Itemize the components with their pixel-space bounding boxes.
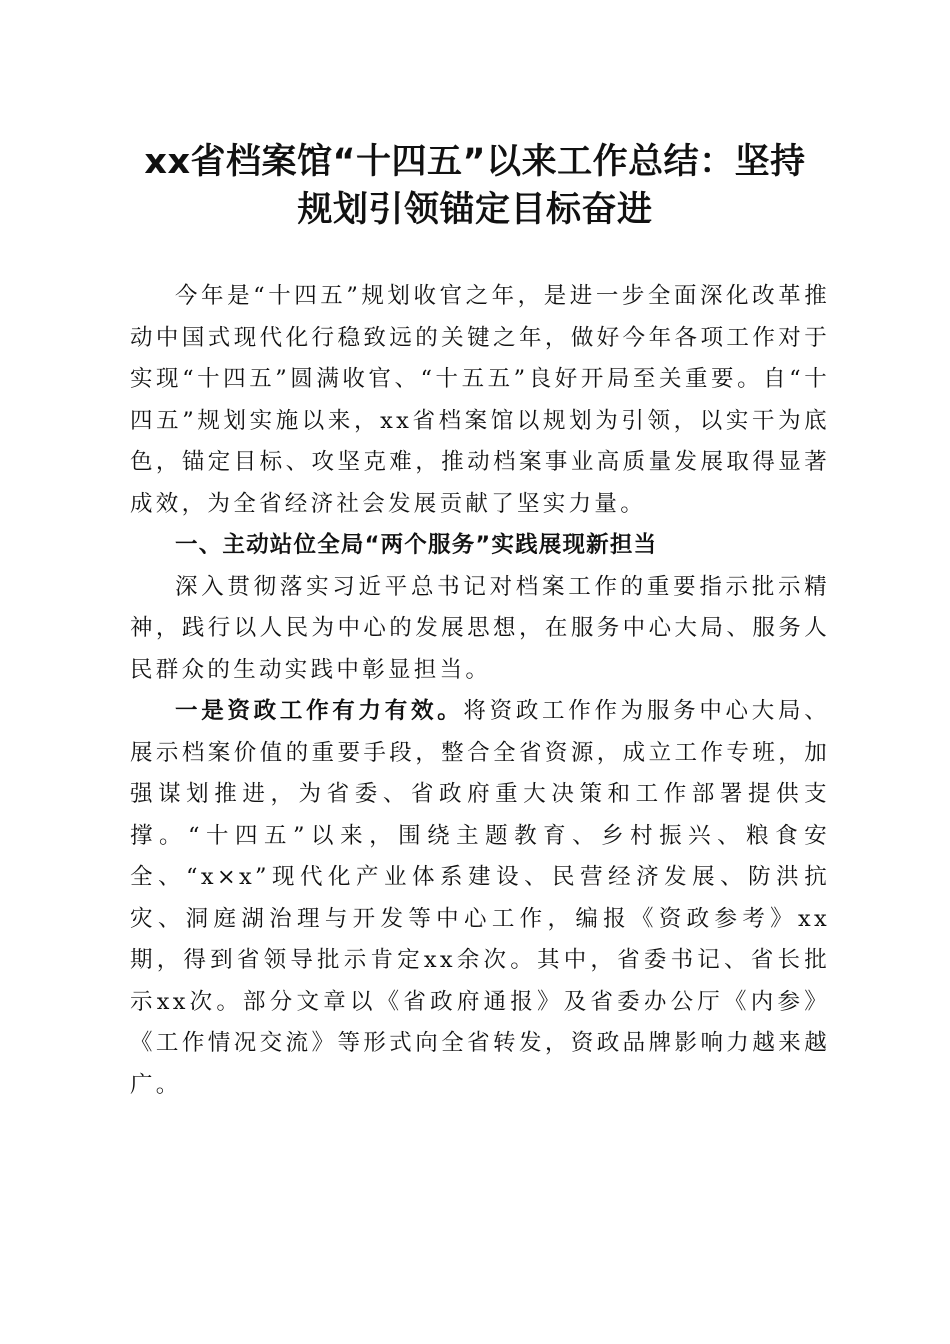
section-1-paragraph: 深入贯彻落实习近平总书记对档案工作的重要指示批示精神，践行以人民为中心的发展思想，在服务中心大局、服务人民群众的生动实践中彰显担当。 [130,573,830,683]
document-title [100,138,850,234]
title-line-2: 规划引领锚定目标奋进 [297,190,653,230]
point-1-paragraph [130,691,830,1106]
point-1-lead: 一是资政工作有力有效。 [175,698,464,724]
title-line-1: xx省档案馆“十四五”以来工作总结：坚持 [144,142,806,182]
intro-paragraph: 今年是“十四五”规划收官之年，是进一步全面深化改革推动中国式现代化行稳致远的关键之年，做好今年各项工作对于实现“十四五”圆满收官、“十五五”良好开局至关重要。自“十四五”规划实施以来，xx省档案馆以规划为引领，以实干为底色，锚定目标、攻坚克难，推动档案事业高质量发展取得显著成效，为全省经济社会发展贡献了坚实力量。 [130,283,830,517]
point-1-body: 将资政工作作为服务中心大局、展示档案价值的重要手段，整合全省资源，成立工作专班，加强谋划推进，为省委、省政府重大决策和工作部署提供支撑。“十四五”以来，围绕主题教育、乡村振兴、粮食安全、“x×x”现代化产业体系建设、民营经济发展、防洪抗灾、洞庭湖治理与开发等中心工作，编报《资政参考》xx期，得到省领导批示肯定xx余次。其中，省委书记、省长批示xx次。部分文章以《省政府通报》及省委办公厅《内参》《工作情况交流》等形式向全省转发，资政品牌影响力越来越广。 [130,698,830,1098]
document-body [130,276,830,1106]
section-heading-1: 一、主动站位全局“两个服务”实践展现新担当 [175,532,658,558]
